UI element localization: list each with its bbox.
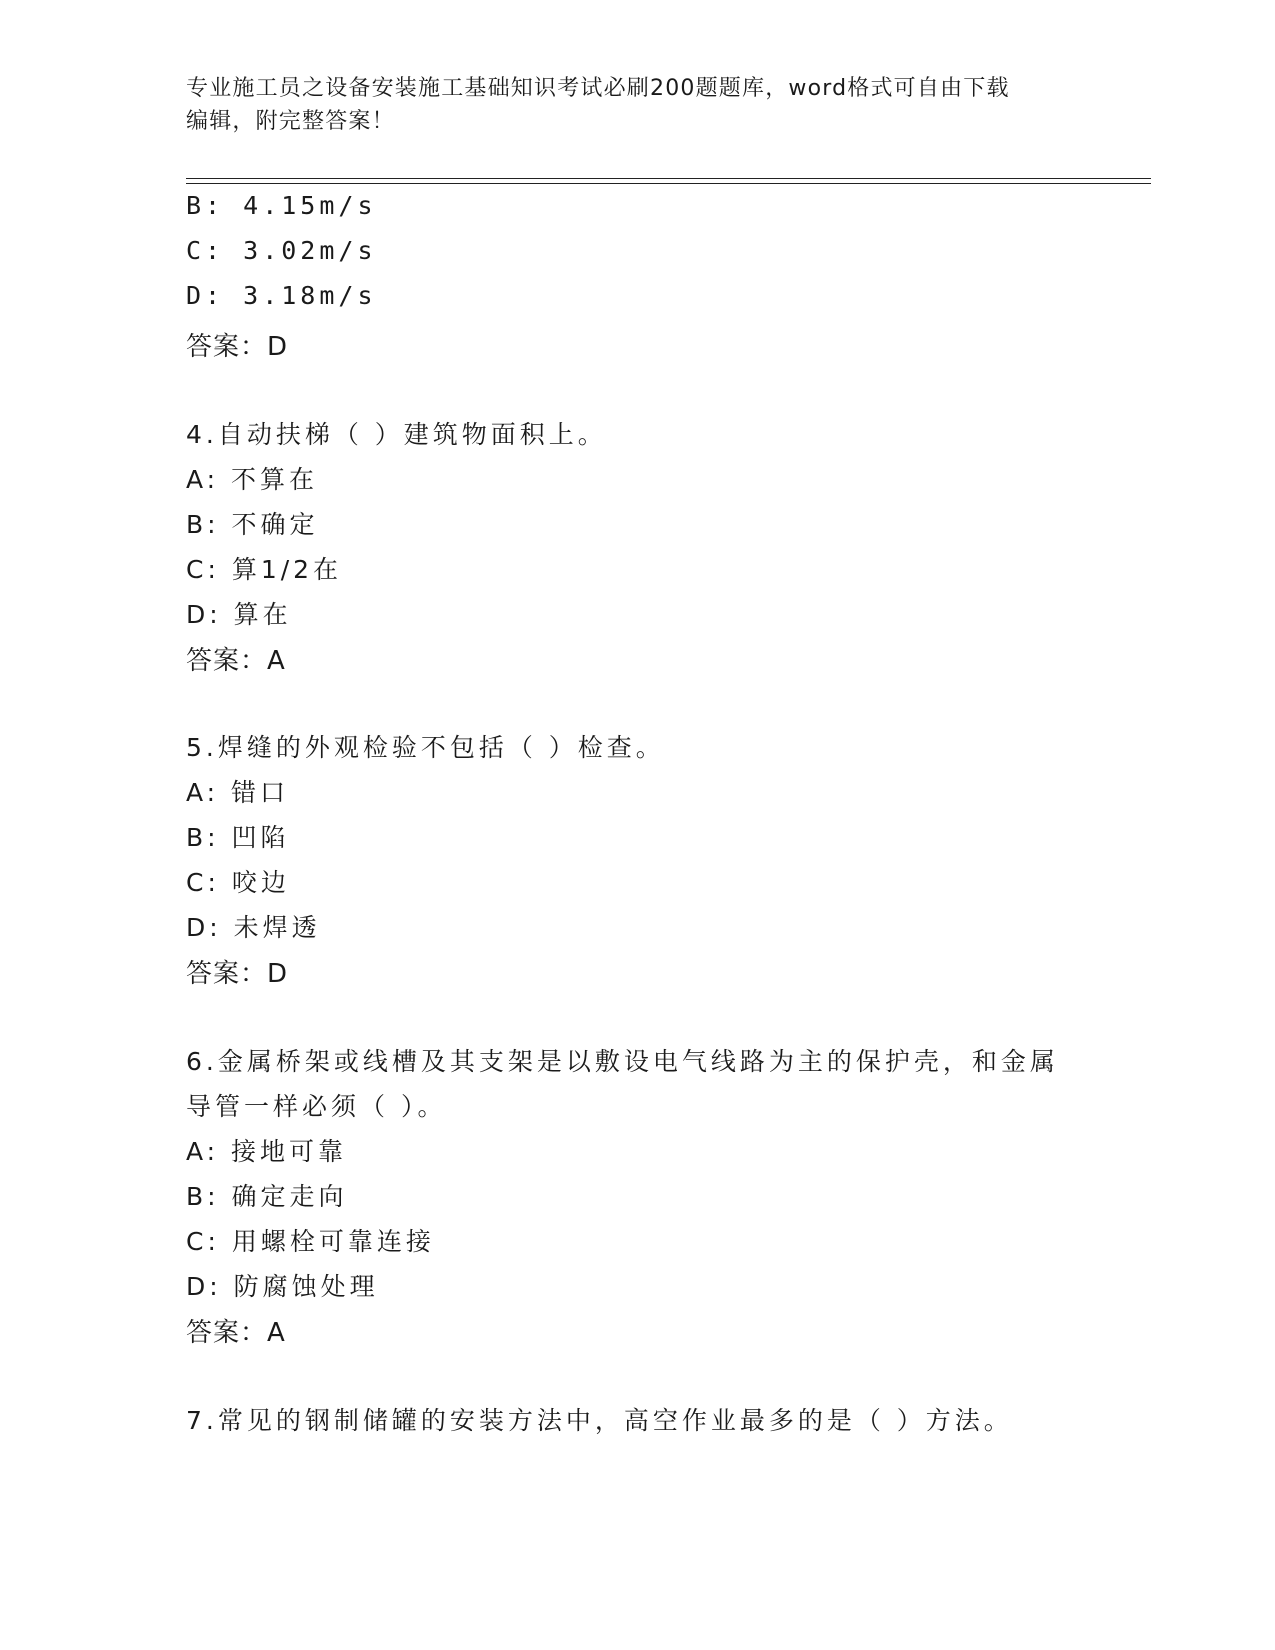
q5-answer: 答案：D [186,959,289,989]
q4-option-a: A: 不算在 [186,465,319,494]
document-header [186,72,1086,138]
q7-question: 7.常见的钢制储罐的安装方法中，高空作业最多的是（ ）方法。 [186,1406,1013,1435]
q3-answer: 答案：D [186,332,289,362]
header-line-1: 专业施工员之设备安装施工基础知识考试必刷200题题库，word格式可自由下载 [186,76,1010,101]
q3-option-b: B: 4.15m/s [186,191,377,220]
q5-option-b: B: 凹陷 [186,823,290,852]
q3-option-d: D: 3.18m/s [186,281,377,310]
q5-option-c: C: 咬边 [186,868,290,897]
q5-question: 5.焊缝的外观检验不包括（ ）检查。 [186,733,665,762]
q6-question-line-1: 6.金属桥架或线槽及其支架是以敷设电气线路为主的保护壳，和金属 [186,1047,1059,1076]
q6-option-d: D: 防腐蚀处理 [186,1272,379,1301]
q4-option-c: C: 算1/2在 [186,555,343,584]
header-divider-bottom [186,183,1151,184]
q6-question-line-2: 导管一样必须（ ）。 [186,1092,447,1121]
q6-option-c: C: 用螺栓可靠连接 [186,1227,435,1256]
q4-option-d: D: 算在 [186,600,292,629]
q5-option-a: A: 错口 [186,778,290,807]
q5-option-d: D: 未焊透 [186,913,321,942]
header-divider-top [186,178,1151,179]
q6-answer: 答案：A [186,1318,286,1348]
q4-question: 4.自动扶梯（ ）建筑物面积上。 [186,420,607,449]
q4-option-b: B: 不确定 [186,510,319,539]
q6-option-b: B: 确定走向 [186,1182,348,1211]
header-line-2: 编辑，附完整答案！ [186,109,395,134]
q6-option-a: A: 接地可靠 [186,1137,348,1166]
q3-option-c: C: 3.02m/s [186,236,377,265]
q4-answer: 答案：A [186,646,286,676]
